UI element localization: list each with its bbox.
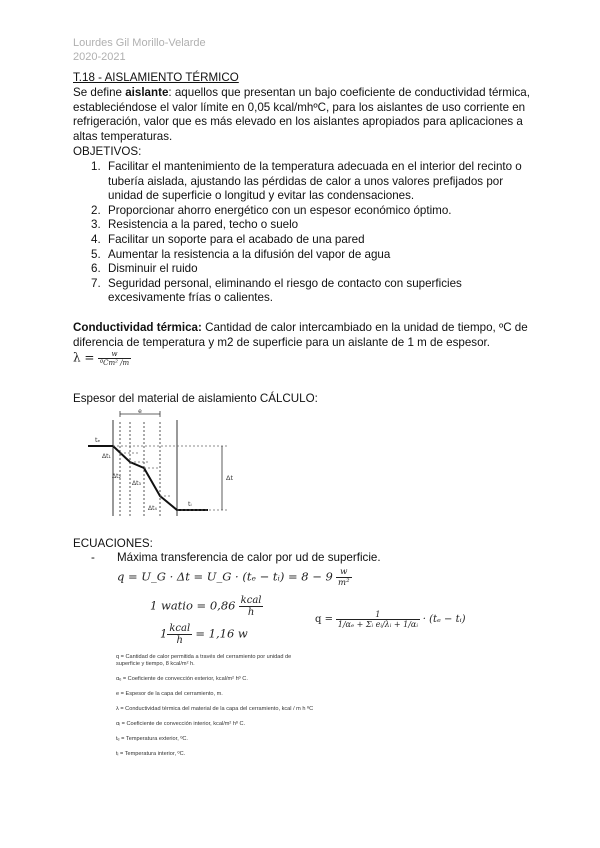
transmittance-equation: q = $\frac{1}{\text{1/αₑ + Σᵢ eᵢ/λᵢ + 1/αᵢ}}$ · (tₑ − tᵢ) (315, 610, 466, 629)
legend-line: αₑ = Coeficiente de convección exterior, kcal/m² hº C. (116, 676, 248, 682)
conductivity-paragraph (73, 321, 528, 350)
academic-year: 2020-2021 (73, 51, 126, 63)
objective-item: 7. Seguridad personal, eliminando el riesgo de contacto con superficies excesivamente frías o calientes. (91, 276, 462, 305)
lambda-denominator: ºCm² /m (99, 359, 130, 367)
exterior-temp-label: tₑ (95, 436, 101, 444)
objective-item: 5. Aumentar la resistencia a la difusión del vapor de agua (91, 247, 391, 261)
objective-item: 4. Facilitar un soporte para el acabado de una pared (91, 232, 365, 246)
objectives-heading: OBJETIVOS: (73, 145, 142, 158)
watt-conversion-equation: 1 watio = 0,86 $\frac{\text{kcal}}{h}$ (150, 595, 262, 618)
delta-t-total-label: Δt (226, 474, 233, 482)
thickness-heading: Espesor del material de aislamiento CÁLCULO: (73, 392, 318, 405)
thickness-label: e (138, 408, 142, 415)
delta-t4-label: Δt₄ (148, 505, 157, 512)
author-name: Lourdes Gil Morillo-Velarde (73, 37, 206, 49)
lambda-formula: λ = $\frac{w}{\text{ºCm² /m}}$ (73, 350, 130, 367)
document-title: T.18 - AISLAMIENTO TÉRMICO (73, 71, 239, 84)
objective-item: 1. Facilitar el mantenimiento de la temperatura adecuada en el interior del recinto o tubería aislada, ajustando las pérdidas de calor a unos valores prefijados por unidad de superficie o longitud y evitar las condensaciones. (91, 160, 522, 203)
legend-line: q = Cantidad de calor permitida a través del cerramiento por unidad de (116, 654, 292, 660)
objective-item: 3. Resistencia a la pared, techo o suelo (91, 218, 299, 232)
legend-line: e = Espesor de la capa del cerramiento, m. (116, 691, 223, 697)
objective-item: 6. Disminuir el ruido (91, 262, 198, 276)
objective-item: 2. Proporcionar ahorro energético con un espesor económico óptimo. (91, 203, 452, 217)
delta-t3-label: Δt₃ (132, 480, 141, 487)
intro-prefix: Se define (73, 86, 126, 99)
variables-legend (116, 654, 346, 758)
intro-term: aislante (125, 86, 169, 99)
equations-bullet: - Máxima transferencia de calor por ud de superficie. (91, 551, 381, 564)
legend-line: αᵢ = Coeficiente de convección interior, kcal/m² hº C. (116, 721, 246, 727)
heat-transfer-equation: q = U_G · Δt = U_G · (tₑ − tᵢ) = 8 − 9 $\frac{w}{\text{m²}}$ (117, 567, 350, 588)
kcal-conversion-equation: 1 $\frac{\text{kcal}}{h}$ = 1,16 w (160, 623, 248, 646)
delta-t2-label: Δt₂ (112, 473, 121, 480)
legend-line: tₑ = Temperatura exterior, ºC. (116, 736, 188, 742)
legend-line: superficie y tiempo, 8 kcal/m² h. (116, 661, 195, 667)
objectives-list (91, 160, 531, 306)
conductivity-term: Conductividad térmica: (73, 321, 202, 334)
conductivity-definition: Cantidad de calor intercambiado en la unidad de tiempo, ºC de diferencia de temperatura y m2 de superficie para un aislante de 1 m de espesor. (73, 321, 528, 349)
intro-rest: : aquellos que presentan un bajo coeficiente de conductividad térmica, estableciéndose el valor límite en 0,05 kcal/mhºC, para los aislantes de uso corriente en refrigeración, valor que es más elevado en los aislantes apropiados para aplicaciones a altas temperaturas. (73, 86, 530, 143)
legend-line: tᵢ = Temperatura interior, ºC. (116, 751, 186, 757)
lambda-numerator: w (98, 350, 131, 359)
insulation-layers-diagram (88, 408, 248, 520)
legend-line: λ = Conductividad térmica del material de la capa del cerramiento, kcal / m h ºC (116, 706, 314, 712)
equations-heading: ECUACIONES: (73, 537, 153, 550)
intro-paragraph (73, 86, 533, 144)
delta-t1-label: Δt₁ (102, 453, 111, 460)
interior-temp-label: tᵢ (188, 500, 192, 508)
